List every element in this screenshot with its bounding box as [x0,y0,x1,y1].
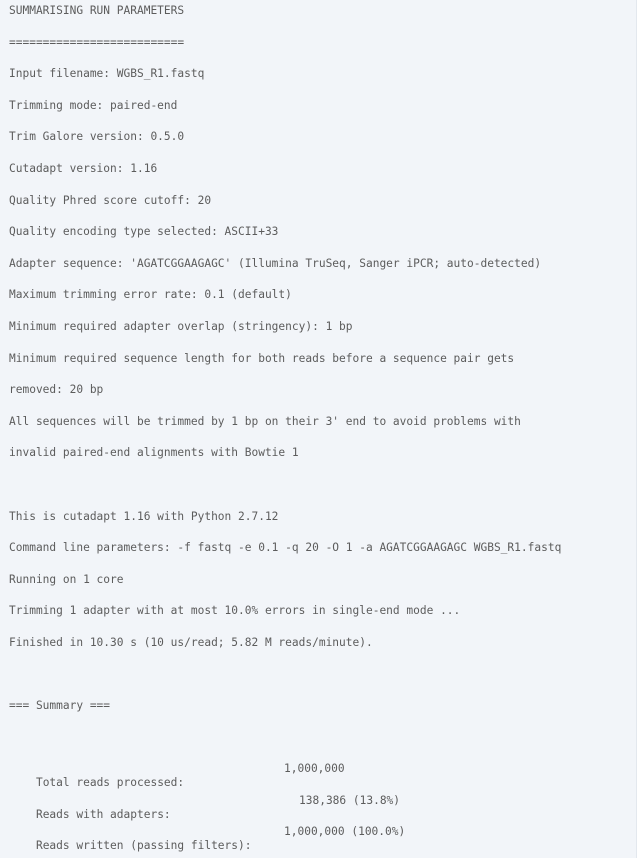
summary-value: 1,000,000 (100.0%) [284,825,406,839]
param-adapter-sequence: Adapter sequence: 'AGATCGGAAGAGC' (Illumina TruSeq, Sanger iPCR; auto-detected) [9,256,542,270]
summary-label: Reads written (passing filters): [35,839,252,853]
param-quality-cutoff: Quality Phred score cutoff: 20 [9,193,212,207]
param-cutadapt-version: Cutadapt version: 1.16 [9,161,158,175]
summary-header: === Summary === [9,699,111,713]
param-quality-encoding: Quality encoding type selected: ASCII+33 [9,225,279,239]
param-trimming-mode: Trimming mode: paired-end [9,98,178,112]
cutadapt-trimming-info: Trimming 1 adapter with at most 10.0% errors in single-end mode ... [9,604,461,618]
param-trim-3prime-cont: invalid paired-end alignments with Bowtie 1 [9,446,299,460]
blank-line [0,667,636,699]
cutadapt-command-line: Command line parameters: -f fastq -e 0.1 -q 20 -O 1 -a AGATCGGAAGAGC WGBS_R1.fastq [9,541,562,555]
summary-row [0,762,636,794]
cutadapt-banner: This is cutadapt 1.16 with Python 2.7.12 [9,509,279,523]
param-min-overlap: Minimum required adapter overlap (stringency): 1 bp [9,319,353,333]
param-trim-galore-version: Trim Galore version: 0.5.0 [9,130,185,144]
summary-value: 138,386 (13.8%) [299,793,401,807]
param-trim-3prime: All sequences will be trimmed by 1 bp on their 3' end to avoid problems with [9,414,521,428]
blank-line [0,731,636,763]
param-min-length: Minimum required sequence length for both reads before a sequence pair gets [9,351,515,365]
summary-row [0,825,636,857]
summary-row [0,794,636,826]
log-divider: ========================== [9,35,185,49]
summary-label: Reads with adapters: [35,807,171,821]
cutadapt-finished: Finished in 10.30 s (10 us/read; 5.82 M reads/minute). [9,635,373,649]
blank-line [0,478,636,510]
cutadapt-cores: Running on 1 core [9,572,124,586]
log-header: SUMMARISING RUN PARAMETERS [9,4,185,17]
param-max-error-rate: Maximum trimming error rate: 0.1 (default) [9,288,292,302]
param-input-filename: Input filename: WGBS_R1.fastq [9,67,205,81]
summary-label: Total reads processed: [35,776,185,790]
param-min-length-cont: removed: 20 bp [9,383,104,397]
summary-value: 1,000,000 [284,762,345,776]
